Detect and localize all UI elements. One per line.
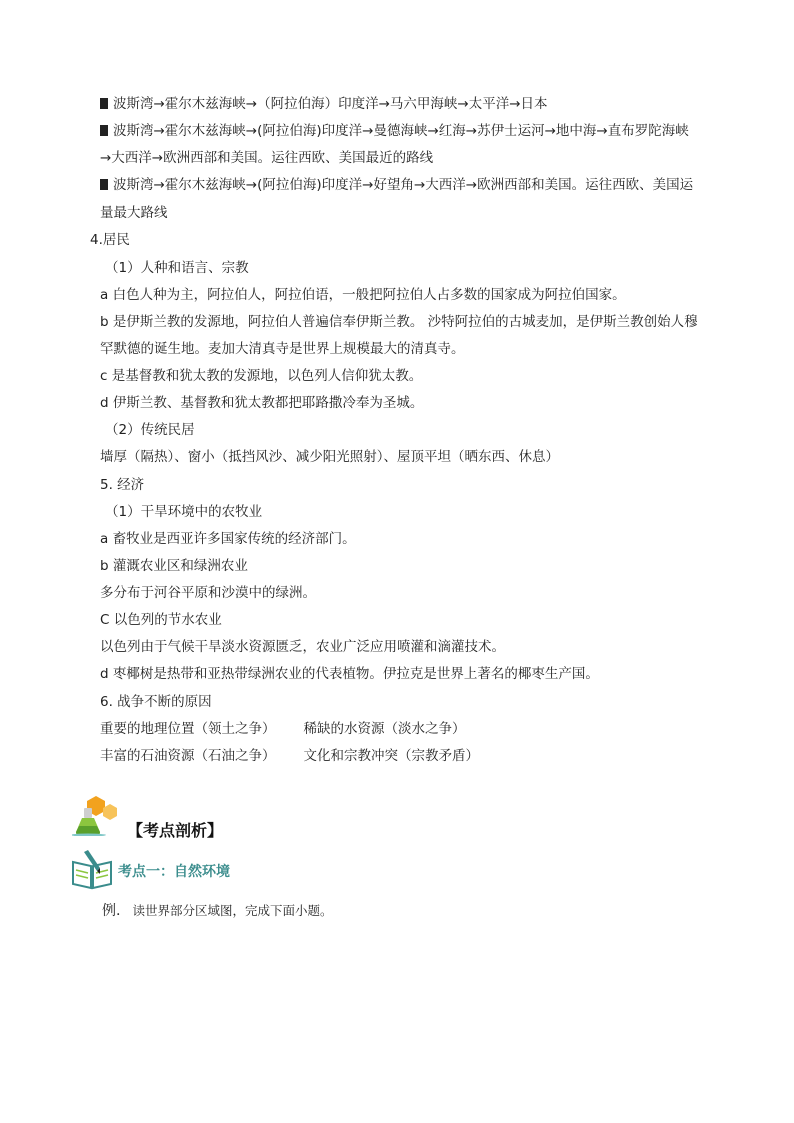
residents-item-b-cont: 罕默德的诞生地。麦加大清真寺是世界上规模最大的清真寺。 bbox=[100, 341, 465, 357]
example-label: 例. bbox=[102, 903, 121, 919]
subheading-agriculture: （1）干旱环境中的农牧业 bbox=[105, 504, 263, 520]
economy-item-a: a 畜牧业是西亚许多国家传统的经济部门。 bbox=[100, 531, 356, 547]
flask-icon bbox=[72, 794, 122, 836]
residents-item-b: b 是伊斯兰教的发源地，阿拉伯人普遍信奉伊斯兰教。 沙特阿拉伯的古城麦加，是伊斯兰教创始人穆 bbox=[100, 314, 698, 330]
war-reason-location: 重要的地理位置（领土之争） bbox=[100, 721, 276, 737]
subheading-race-language-religion: （1）人种和语言、宗教 bbox=[105, 260, 249, 276]
example-question bbox=[102, 900, 332, 920]
residents-item-c: c 是基督教和犹太教的发源地，以色列人信仰犹太教。 bbox=[100, 368, 423, 384]
war-reasons-row-1 bbox=[100, 719, 466, 739]
section-heading-residents: 4.居民 bbox=[90, 232, 130, 248]
analysis-title: 【考点剖析】 bbox=[127, 821, 224, 840]
war-reason-water: 稀缺的水资源（淡水之争） bbox=[303, 721, 466, 737]
route-1: 波斯湾→霍尔木兹海峡→（阿拉伯海）印度洋→马六甲海峡→太平洋→日本 bbox=[100, 94, 548, 114]
economy-item-b-desc: 多分布于河谷平原和沙漠中的绿洲。 bbox=[100, 585, 316, 601]
bullet-square-icon bbox=[100, 98, 108, 109]
section-heading-war: 6. 战争不断的原因 bbox=[100, 694, 212, 710]
subheading-traditional-houses: （2）传统民居 bbox=[105, 422, 195, 438]
economy-item-c-desc: 以色列由于气候干旱淡水资源匮乏，农业广泛应用喷灌和滴灌技术。 bbox=[100, 639, 505, 655]
route-2: 波斯湾→霍尔木兹海峡→(阿拉伯海)印度洋→曼德海峡→红海→苏伊士运河→地中海→直布罗陀海峡 bbox=[100, 121, 689, 141]
residents-item-a: a 白色人种为主，阿拉伯人，阿拉伯语，一般把阿拉伯人占多数的国家成为阿拉伯国家。 bbox=[100, 287, 626, 303]
houses-description: 墙厚（隔热）、窗小（抵挡风沙、减少阳光照射）、屋顶平坦（晒东西、休息） bbox=[100, 449, 559, 465]
route-3-cont: 量最大路线 bbox=[100, 205, 168, 221]
war-reason-oil: 丰富的石油资源（石油之争） bbox=[100, 748, 276, 764]
exam-point-1-title: 考点一：自然环境 bbox=[118, 864, 230, 880]
economy-item-d: d 枣椰树是热带和亚热带绿洲农业的代表植物。伊拉克是世界上著名的椰枣生产国。 bbox=[100, 666, 599, 682]
war-reason-culture: 文化和宗教冲突（宗教矛盾） bbox=[303, 748, 479, 764]
bullet-square-icon bbox=[100, 125, 108, 136]
book-pen-icon bbox=[70, 848, 114, 890]
route-2-cont: →大西洋→欧洲西部和美国。运往西欧、美国最近的路线 bbox=[100, 150, 434, 166]
example-text: 读世界部分区域图，完成下面小题。 bbox=[132, 903, 333, 918]
war-reasons-row-2 bbox=[100, 746, 479, 766]
economy-item-b: b 灌溉农业区和绿洲农业 bbox=[100, 558, 248, 574]
economy-item-c: C 以色列的节水农业 bbox=[100, 612, 222, 628]
bullet-square-icon bbox=[100, 179, 108, 190]
residents-item-d: d 伊斯兰教、基督教和犹太教都把耶路撒冷奉为圣城。 bbox=[100, 395, 424, 411]
section-heading-economy: 5. 经济 bbox=[100, 477, 145, 493]
route-3: 波斯湾→霍尔木兹海峡→(阿拉伯海)印度洋→好望角→大西洋→欧洲西部和美国。运往西欧、美国运 bbox=[100, 175, 693, 195]
